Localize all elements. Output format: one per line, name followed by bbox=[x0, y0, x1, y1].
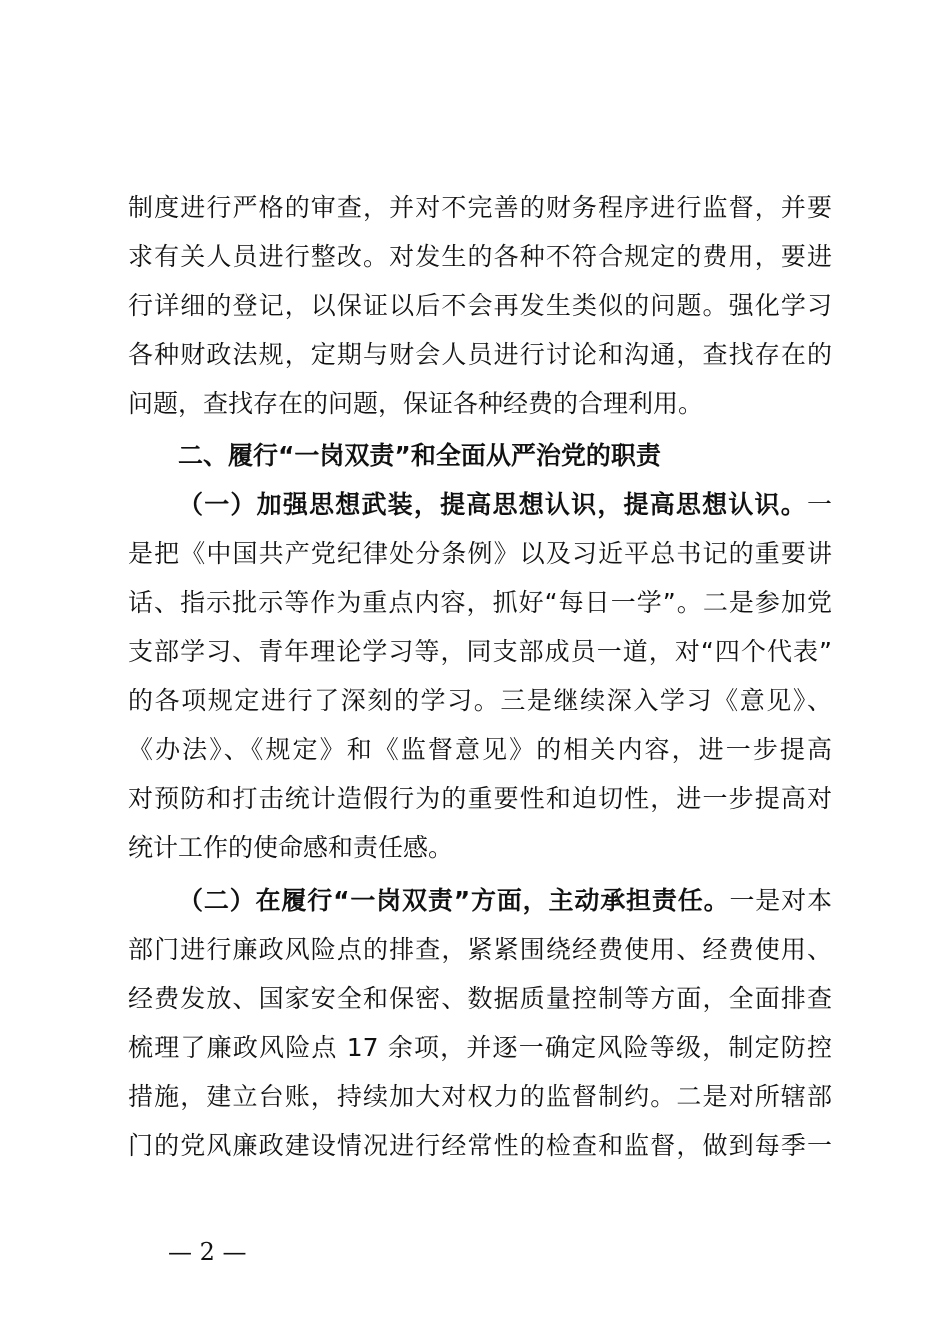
body-line: 对预防和打击统计造假行为的重要性和迫切性，进一步提高对 bbox=[128, 784, 832, 813]
body-line: 的各项规定进行了深刻的学习。三是继续深入学习《意见》、 bbox=[128, 686, 832, 715]
body-line: 《办法》、《规定》和《监督意见》的相关内容，进一步提高 bbox=[128, 735, 832, 764]
body-line: 部门进行廉政风险点的排查，紧紧围绕经费使用、经费使用、 bbox=[128, 935, 832, 964]
body-line: 是把《中国共产党纪律处分条例》以及习近平总书记的重要讲 bbox=[128, 539, 832, 568]
subsection-2-heading: （二）在履行“一岗双责”方面，主动承担责任。 bbox=[178, 886, 730, 915]
body-line: 梳理了廉政风险点 17 余项，并逐一确定风险等级，制定防控 bbox=[128, 1033, 832, 1062]
body-line: 门的党风廉政建设情况进行经常性的检查和监督，做到每季一 bbox=[128, 1131, 832, 1160]
body-line: 统计工作的使命感和责任感。 bbox=[128, 833, 454, 862]
body-line: 各种财政法规，定期与财会人员进行讨论和沟通，查找存在的 bbox=[128, 340, 832, 369]
body-line: 问题，查找存在的问题，保证各种经费的合理利用。 bbox=[128, 389, 704, 418]
subsection-1-heading: （一）加强思想武装，提高思想认识，提高思想认识。 bbox=[178, 490, 807, 519]
subsection-2-lead: 一是对本 bbox=[729, 886, 832, 915]
body-line: 制度进行严格的审查，并对不完善的财务程序进行监督，并要 bbox=[128, 193, 832, 222]
body-line: 求有关人员进行整改。对发生的各种不符合规定的费用，要进 bbox=[128, 242, 832, 271]
body-line: 经费发放、国家安全和保密、数据质量控制等方面，全面排查 bbox=[128, 984, 832, 1013]
body-line: 支部学习、青年理论学习等，同支部成员一道，对“四个代表” bbox=[128, 637, 832, 666]
page-number: — 2 — bbox=[168, 1238, 247, 1266]
section-heading: 二、履行“一岗双责”和全面从严治党的职责 bbox=[178, 441, 661, 470]
subsection-2-first-line bbox=[178, 876, 832, 925]
body-line: 行详细的登记，以保证以后不会再发生类似的问题。强化学习 bbox=[128, 291, 832, 320]
subsection-1-first-line bbox=[178, 480, 832, 529]
body-line: 话、指示批示等作为重点内容，抓好“每日一学”。二是参加党 bbox=[128, 588, 832, 617]
subsection-1-lead: 一 bbox=[806, 490, 832, 519]
body-line: 措施，建立台账，持续加大对权力的监督制约。二是对所辖部 bbox=[128, 1082, 832, 1111]
